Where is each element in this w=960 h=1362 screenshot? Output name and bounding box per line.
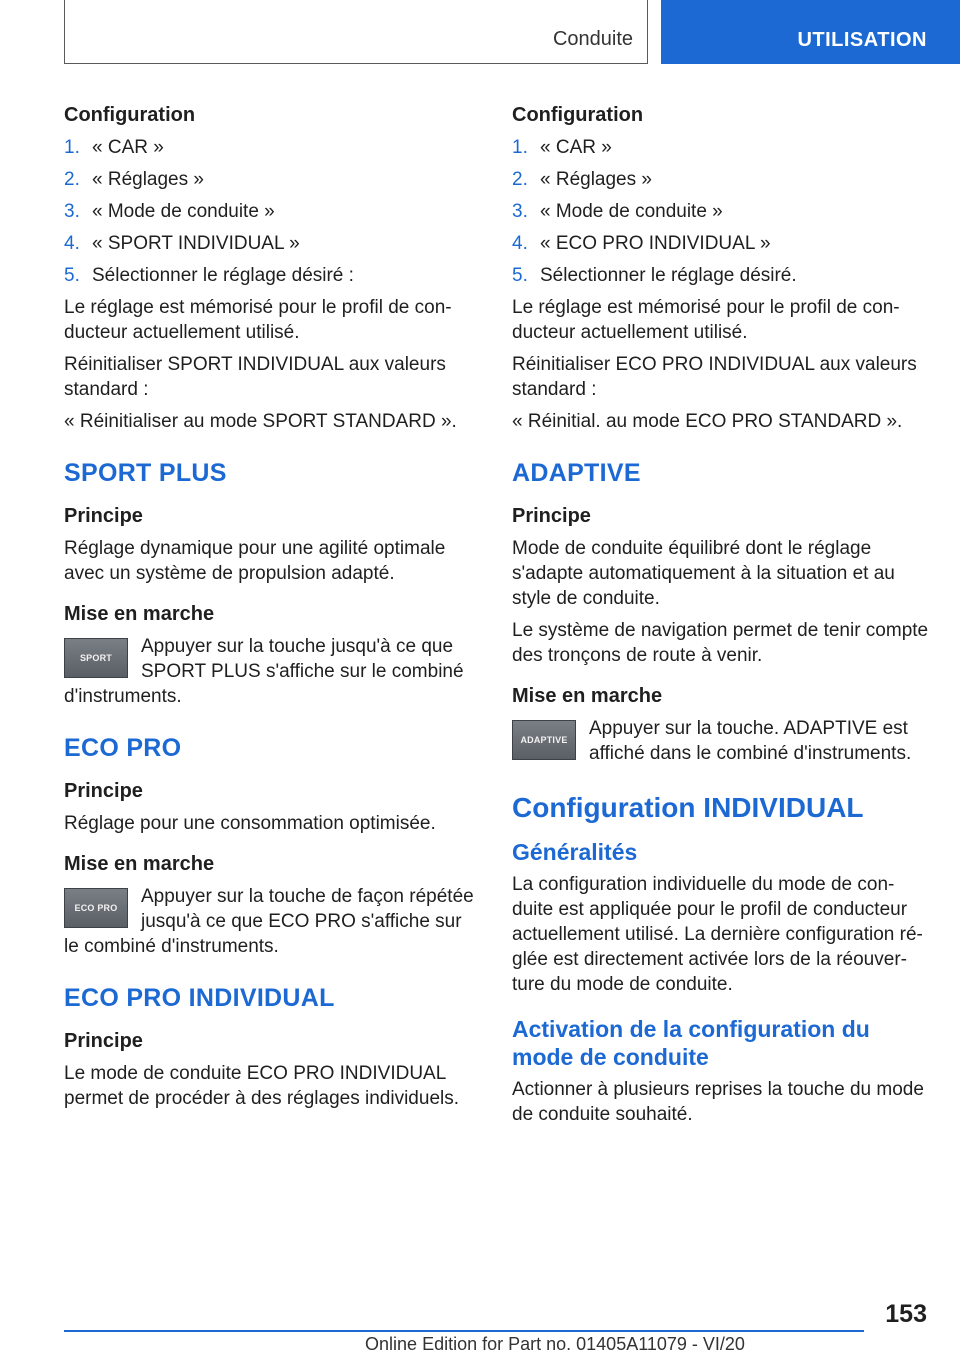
sport-button-icon: SPORT (64, 638, 128, 678)
key-instruction: ECO PRO Appuyer sur la touche de façon répétée jusqu'à ce que ECO PRO s'affiche sur le combiné d'instruments. (64, 886, 474, 957)
config-steps (64, 135, 479, 288)
paragraph: Mode de conduite équilibré dont le réglage s'adapte automatiquement à la situation et au style de conduite. (512, 538, 895, 609)
list-item: 3. « Mode de conduite » (64, 201, 275, 222)
list-item: 5. Sélectionner le réglage désiré. (512, 265, 797, 286)
principe-subheading: Principe (64, 780, 143, 802)
header-chapter-title: UTILISATION (797, 29, 927, 51)
paragraph: « Réinitial. au mode ECO PRO STANDARD ». (512, 411, 903, 432)
adaptive-heading: ADAPTIVE (512, 459, 641, 487)
list-item: 2. « Réglages » (512, 169, 652, 190)
paragraph: « Réinitialiser au mode SPORT STANDARD ». (64, 411, 457, 432)
paragraph: Le réglage est mémorisé pour le profil de con-ducteur actuellement utilisé. (512, 297, 900, 343)
list-item: 5. Sélectionner le réglage désiré : (64, 265, 354, 286)
config-heading: Configuration (512, 104, 644, 126)
config-heading: Configuration (64, 104, 196, 126)
config-individual-heading: Configuration INDIVIDUAL (512, 792, 864, 823)
paragraph: Réinitialiser SPORT INDIVIDUAL aux valeurs standard : (64, 354, 446, 400)
paragraph: Réinitialiser ECO PRO INDIVIDUAL aux valeurs standard : (512, 354, 917, 400)
list-item: 1. « CAR » (512, 137, 612, 158)
mise-en-marche-subheading: Mise en marche (64, 853, 215, 875)
eco-pro-button-icon: ECO PRO (64, 888, 128, 928)
principe-subheading: Principe (512, 505, 591, 527)
adaptive-button-icon: ADAPTIVE (512, 720, 576, 760)
paragraph: Le mode de conduite ECO PRO INDIVIDUAL permet de procéder à des réglages individuels. (64, 1063, 460, 1109)
activation-heading: Activation de la configuration du mode de conduite (512, 1016, 870, 1070)
principe-subheading: Principe (64, 505, 143, 527)
paragraph: La configuration individuelle du mode de con-duite est appliquée pour le profil de conducteur actuellement utilisé. La dernière configuration ré-glée est directement activée lors de la réouver-ture du mode de conduite. (512, 874, 923, 995)
mise-en-marche-subheading: Mise en marche (512, 685, 663, 707)
list-item: 4. « SPORT INDIVIDUAL » (64, 233, 300, 254)
footer-edition: Online Edition for Part no. 01405A11079 - VI/20 (365, 1334, 745, 1354)
paragraph: Actionner à plusieurs reprises la touche du mode de conduite souhaité. (512, 1079, 924, 1125)
generalites-heading: Généralités (512, 839, 638, 865)
key-instruction: ADAPTIVE Appuyer sur la touche. ADAPTIVE est affiché dans le combiné d'instruments. (512, 716, 932, 766)
config-steps (512, 135, 932, 288)
sport-plus-heading: SPORT PLUS (64, 459, 227, 487)
page-number: 153 (885, 1300, 927, 1328)
key-instruction: SPORT Appuyer sur la touche jusqu'à ce que SPORT PLUS s'affiche sur le combiné d'instruments. (64, 636, 464, 707)
paragraph: Le système de navigation permet de tenir compte des tronçons de route à venir. (512, 620, 929, 666)
list-item: 1. « CAR » (64, 137, 164, 158)
paragraph: Réglage pour une consommation optimisée. (64, 813, 436, 834)
left-column (64, 101, 479, 1118)
header-frame (64, 0, 648, 64)
paragraph: Réglage dynamique pour une agilité optimale avec un système de propulsion adapté. (64, 538, 446, 584)
principe-subheading: Principe (64, 1030, 143, 1052)
list-item: 4. « ECO PRO INDIVIDUAL » (512, 233, 771, 254)
eco-pro-individual-heading: ECO PRO INDIVIDUAL (64, 984, 335, 1012)
list-item: 2. « Réglages » (64, 169, 204, 190)
header-section-title: Conduite (552, 28, 633, 50)
footer-divider (64, 1330, 864, 1332)
header-chapter-tab (661, 0, 960, 64)
mise-en-marche-subheading: Mise en marche (64, 603, 215, 625)
eco-pro-heading: ECO PRO (64, 734, 182, 762)
paragraph: Le réglage est mémorisé pour le profil de con-ducteur actuellement utilisé. (64, 297, 452, 343)
right-column (512, 101, 932, 1134)
list-item: 3. « Mode de conduite » (512, 201, 723, 222)
